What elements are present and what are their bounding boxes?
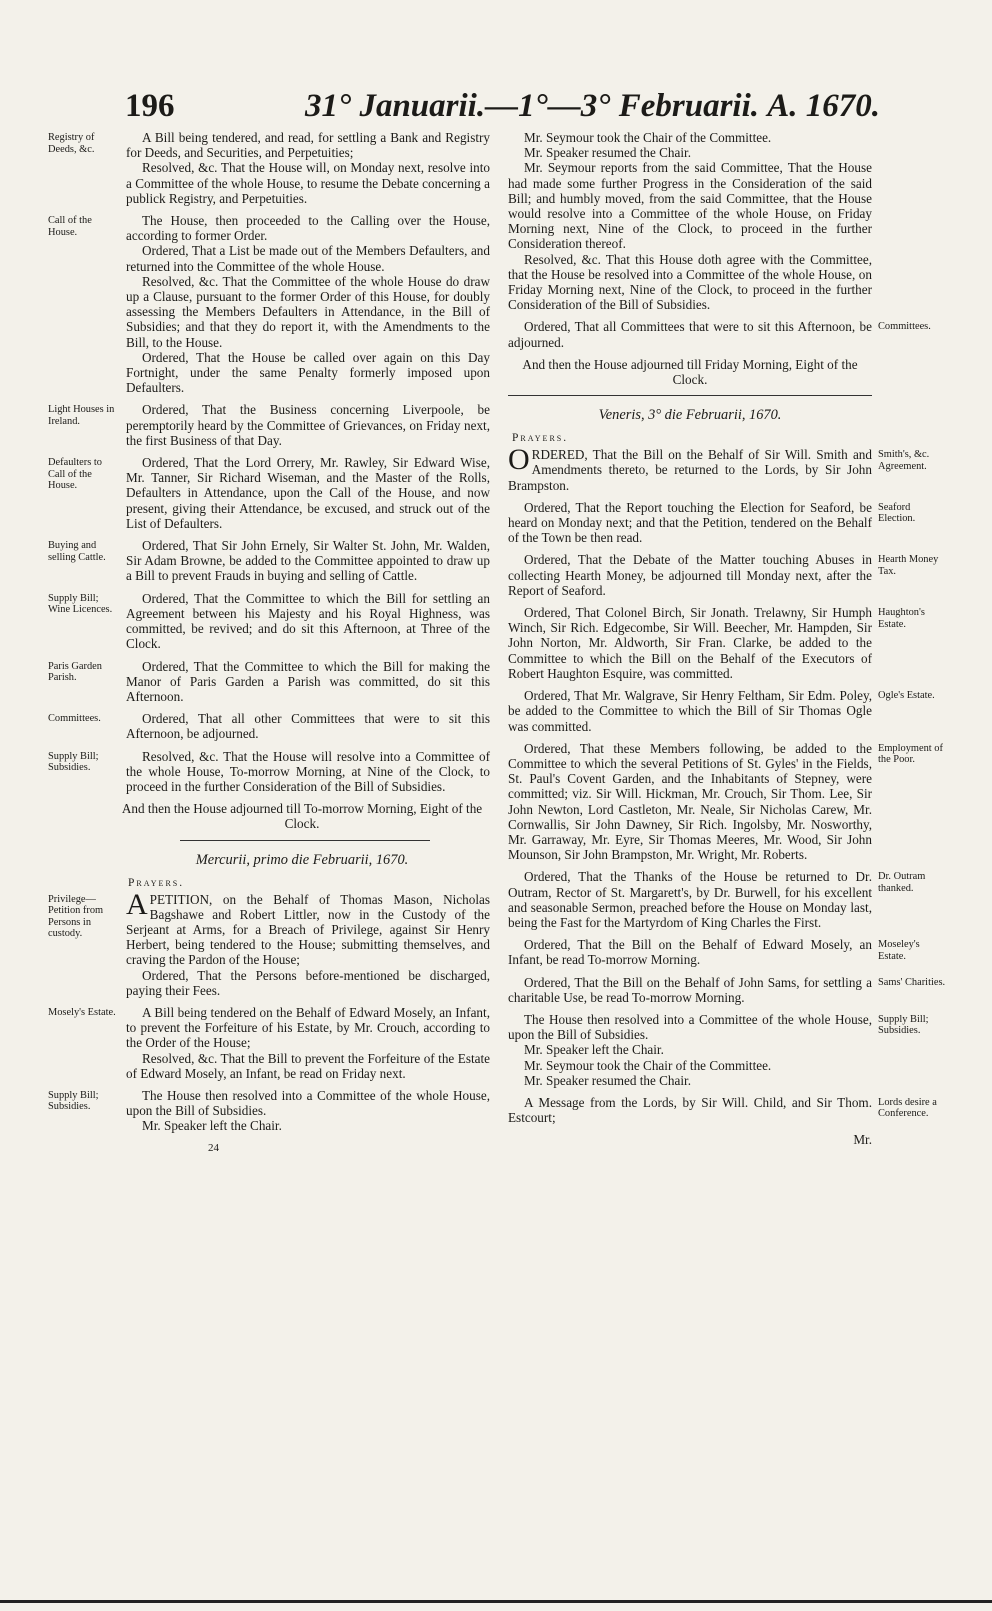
paragraph: Ordered, That these Members following, be added to the Committee to which the several Petitions of St. Gyles' in the Fields, St. Paul's Covent Garden, and the Inhabitants of Stepney, were committed; viz. Sir Will. Hickman, Mr. Crouch, Sir Thom. Lee, Sir John Newton, Lord Castleton, Mr. Neale, Sir Nicholas Carew, Mr. Cornwallis, Sir John Dawney, Sir Rich. Ingolsby, Mr. Nosworthy, Mr. Garraway, Mr. Eyre, Sir Thomas Meeres, Mr. Wood, Sir John Mounson, Sir John Brampston, Mr. Wright, Mr. Roberts. <box>508 740 872 863</box>
catchword: Mr. <box>853 1132 872 1148</box>
marginal-note: Seaford Election. <box>878 501 916 525</box>
paragraph: The House then resolved into a Committee of the whole House, upon the Bill of Subsidies. <box>126 1087 490 1119</box>
paragraph: Ordered, That the Lord Orrery, Mr. Rawley, Sir Edward Wise, Mr. Tanner, Sir Richard Wiseman, and the Master of the Rolls, Defaulters in Attendance, upon the Call of the House, and now present, giving their Attendance, be excused, and struck out of the List of Defaulters. <box>126 455 490 531</box>
section-divider <box>508 395 872 396</box>
entry-body <box>126 591 490 652</box>
entry-body <box>508 937 872 967</box>
entry-body <box>508 1012 872 1088</box>
paragraph: A Message from the Lords, by Sir Will. Child, and Sir Thom. Estcourt; <box>508 1094 872 1126</box>
paragraph: Ordered, That a List be made out of the Members Defaulters, and returned into the Committee of the whole House. <box>126 243 490 274</box>
marginal-note: Haughton's Estate. <box>878 607 925 630</box>
entry-block <box>48 213 490 395</box>
marginal-note: Supply Bill; Subsidies. <box>878 1013 929 1037</box>
entry-body <box>508 319 872 349</box>
entry-body <box>126 749 490 795</box>
marginal-note: Supply Bill; Wine Licences. <box>48 592 113 616</box>
paragraph: APETITION, on the Behalf of Thomas Mason, Nicholas Bagshawe and Robert Littler, now in the Custody of the Serjeant at Arms, for a Breach of Privilege, against Sir Henry Herbert, being tendered to the House; submitting themselves, and craving the Pardon of the House; <box>126 887 490 968</box>
marginal-note: Smith's, &c. Agreement. <box>878 449 930 472</box>
entry-body <box>126 1088 490 1134</box>
sitting-heading: Mercurii, primo die Februarii, 1670. <box>195 851 409 868</box>
entry-block <box>48 749 490 795</box>
paragraph: The House, then proceeded to the Calling over the House, according to former Order. <box>126 213 490 244</box>
marginal-note: Registry of Deeds, &c. <box>48 132 95 155</box>
entry-block <box>508 552 986 598</box>
entry-block <box>508 1012 986 1088</box>
entry-block <box>508 500 986 546</box>
marginal-note: Ogle's Estate. <box>878 690 935 702</box>
paragraph: Mr. Seymour reports from the said Committee, That the House had made some further Progress in the Consideration of the said Bill; and humbly moved, from the said Committee, that the House would resolve into a Committee of the whole House, on Friday Morning next, Nine of the Clock, to proceed in the further Consideration thereof. <box>508 160 872 252</box>
page-number: 196 <box>125 88 175 124</box>
marginal-note: Privilege—Petition from Persons in custody. <box>48 893 104 940</box>
bottom-rule <box>0 1600 992 1603</box>
paragraph: Ordered, That the House be called over again on this Day Fortnight, under the same Penalty formerly imposed upon Defaulters. <box>126 349 490 396</box>
entry-block <box>508 937 986 967</box>
entry-body <box>508 605 872 681</box>
paragraph: Ordered, That Colonel Birch, Sir Jonath. Trelawny, Sir Humph Winch, Sir Rich. Edgecombe, Sir Will. Beecher, Mr. Hampden, Sir John Norton, Mr. Aldworth, Sir Fran. Clarke, be added to the Committee to which the Bill on the Behalf of the Executors of Robert Haughton Esquire, was committed. <box>508 605 872 681</box>
entry-body <box>126 887 490 998</box>
paragraph: Ordered, That all Committees that were to sit this Afternoon, be adjourned. <box>508 319 872 350</box>
prayers-heading: Prayers. <box>128 876 185 889</box>
paragraph: Resolved, &c. That the Bill to prevent the Forfeiture of the Estate of Edward Mosely, an Infant, be read on Friday next. <box>126 1050 490 1081</box>
marginal-note: Mosely's Estate. <box>48 1006 116 1018</box>
entry-block <box>48 1088 490 1134</box>
left-column <box>48 130 490 1155</box>
entry-block <box>508 975 986 1005</box>
paragraph: Ordered, That Mr. Walgrave, Sir Henry Feltham, Sir Edm. Poley, be added to the Committee to which the Bill of Sir Thomas Ogle was committed. <box>508 688 872 734</box>
marginal-note: Buying and selling Cattle. <box>48 540 106 563</box>
entry-body <box>508 741 872 863</box>
adjournment-note: And then the House adjourned till To-morrow Morning, Eight of the Clock. <box>121 801 483 832</box>
marginal-note: Sams' Charities. <box>878 976 946 988</box>
header-dates: 31° Januarii.—1°—3° Februarii. <box>305 88 760 124</box>
marginal-note: Supply Bill; Subsidies. <box>48 750 99 774</box>
entry-block <box>508 688 986 734</box>
entry-body <box>126 1005 490 1081</box>
entry-block <box>48 538 490 584</box>
entry-body <box>508 688 872 734</box>
entry-body <box>126 213 490 395</box>
marginal-note: Dr. Outram thanked. <box>878 871 926 894</box>
entry-block <box>508 605 986 681</box>
entry-block <box>48 659 490 705</box>
entry-body <box>126 711 490 741</box>
entry-body <box>508 130 872 312</box>
marginal-note: Light Houses in Ireland. <box>48 404 115 427</box>
entry-body <box>126 455 490 531</box>
entry-block <box>48 711 490 741</box>
paragraph: Mr. Speaker resumed the Chair. <box>524 1072 691 1088</box>
paragraph: Resolved, &c. That the Committee of the whole House do draw up a Clause, pursuant to the former Order of this House, for doubly assessing the Members Defaulters in Attendance, in the Bill of Subsidies; and that they do report it, with the Amendments to the Bill, to the House. <box>126 273 490 350</box>
paragraph: Ordered, That the Business concerning Liverpoole, be peremptorily heard by the Committee of Grievances, on Friday next, the first Business of that Day. <box>126 402 490 448</box>
entry-block <box>508 1095 986 1125</box>
paragraph: Ordered, That Sir John Ernely, Sir Walter St. John, Mr. Walden, Sir Adam Browne, be added to the Committee appointed to draw up a Bill to prevent Frauds in buying and selling of Cattle. <box>126 538 490 584</box>
entry-body <box>508 975 872 1005</box>
right-column <box>508 130 986 1148</box>
running-header <box>125 88 880 124</box>
entry-block <box>508 869 986 930</box>
entry-block <box>48 591 490 652</box>
paragraph: Ordered, That all other Committees that were to sit this Afternoon, be adjourned. <box>126 711 490 742</box>
paragraph: Ordered, That the Debate of the Matter touching Abuses in collecting Hearth Money, be adjourned till Monday next, after the Report of Seaford. <box>508 552 872 598</box>
entry-body <box>126 538 490 584</box>
paragraph: Resolved, &c. That the House will, on Monday next, resolve into a Committee of the whole House, to resume the Debate concerning a publick Registry, and Perpetuities. <box>126 160 490 206</box>
entry-body <box>508 500 872 546</box>
entry-block <box>48 1005 490 1081</box>
paragraph: Mr. Speaker left the Chair. <box>142 1118 282 1134</box>
paragraph: Mr. Seymour took the Chair of the Committee. <box>524 130 772 145</box>
paragraph: Ordered, That the Bill on the Behalf of Edward Mosely, an Infant, be read To-morrow Morning. <box>508 937 872 968</box>
entry-block <box>508 443 986 493</box>
entry-block <box>48 455 490 531</box>
paragraph: Ordered, That the Bill on the Behalf of John Sams, for settling a charitable Use, be read To-morrow Morning. <box>508 974 872 1005</box>
entry-body <box>126 130 490 206</box>
paragraph: ORDERED, That the Bill on the Behalf of Sir Will. Smith and Amendments thereto, be returned to the Lords, by Sir John Brampston. <box>508 443 872 493</box>
sitting-heading: Veneris, 3° die Februarii, 1670. <box>598 407 782 424</box>
paragraph: Ordered, That the Committee to which the Bill for settling an Agreement between his Majesty and his Royal Highness, was committed, be revived; and do sit this Afternoon, at Three of the Clock. <box>126 590 490 652</box>
entry-block <box>508 130 986 312</box>
entry-body <box>126 659 490 705</box>
paragraph: Ordered, That the Thanks of the House be returned to Dr. Outram, Rector of St. Margarett's, by Dr. Burwell, for his excellent and seasonable Sermon, preached before the House on Monday last, being the Fast for the Martyrdom of King Charles the First. <box>508 869 872 930</box>
marginal-note: Defaulters to Call of the House. <box>48 457 102 492</box>
entry-block <box>48 402 490 448</box>
marginal-note: Lords desire a Conference. <box>878 1096 937 1120</box>
paragraph: Resolved, &c. That this House doth agree with the Committee, that the House be resolved into a Committee of the whole House, on Friday Morning next, Nine of the Clock, to proceed in the further Consideration of the Bill of Subsidies. <box>508 251 872 313</box>
paragraph: The House then resolved into a Committee of the whole House, upon the Bill of Subsidies. <box>508 1011 872 1043</box>
marginal-note: Moseley's Estate. <box>878 939 920 962</box>
marginal-note: Employment of the Poor. <box>878 742 943 766</box>
paragraph: Mr. Speaker left the Chair. <box>524 1042 664 1058</box>
adjournment-note: And then the House adjourned till Friday Morning, Eight of the Clock. <box>522 356 858 388</box>
marginal-note: Hearth Money Tax. <box>878 554 939 577</box>
paragraph: A Bill being tendered, and read, for settling a Bank and Registry for Deeds, and Securities, and Perpetuities; <box>126 130 490 161</box>
entry-body <box>126 402 490 448</box>
entry-block <box>48 130 490 206</box>
marginal-note: Supply Bill; Subsidies. <box>48 1089 99 1113</box>
paragraph: Ordered, That the Report touching the Election for Seaford, be heard on Monday next; and that the Petition, tendered on the Behalf of the Town be then read. <box>508 499 872 546</box>
entry-block <box>508 319 986 349</box>
entry-body <box>508 869 872 930</box>
entry-body <box>508 552 872 598</box>
marginal-note: Call of the House. <box>48 215 92 238</box>
marginal-note: Committees. <box>48 713 101 725</box>
section-divider <box>180 840 430 841</box>
paragraph: Ordered, That the Persons before-mentioned be discharged, paying their Fees. <box>126 967 490 998</box>
entry-block <box>508 741 986 863</box>
entry-body <box>508 1095 872 1125</box>
paragraph: Ordered, That the Committee to which the Bill for making the Manor of Paris Garden a Parish was committed, do sit this Afternoon. <box>126 658 490 704</box>
paragraph: Mr. Speaker resumed the Chair. <box>524 145 691 161</box>
signature-mark: 24 <box>208 1141 219 1154</box>
marginal-note <box>878 130 950 132</box>
marginal-note: Paris Garden Parish. <box>48 660 102 683</box>
entry-body <box>508 443 872 493</box>
paragraph: Mr. Seymour took the Chair of the Committee. <box>524 1057 772 1073</box>
header-year: A. 1670. <box>767 88 880 124</box>
marginal-note: Committees. <box>878 321 931 333</box>
paragraph: A Bill being tendered on the Behalf of Edward Mosely, an Infant, to prevent the Forfeiture of his Estate, by Mr. Crouch, according to the Order of the House; <box>126 1004 490 1051</box>
entry-block <box>48 887 490 998</box>
paragraph: Resolved, &c. That the House will resolve into a Committee of the whole House, To-morrow Morning, at Nine of the Clock, to proceed in the further Consideration of the Bill of Subsidies. <box>126 748 490 794</box>
prayers-heading: Prayers. <box>512 432 569 445</box>
